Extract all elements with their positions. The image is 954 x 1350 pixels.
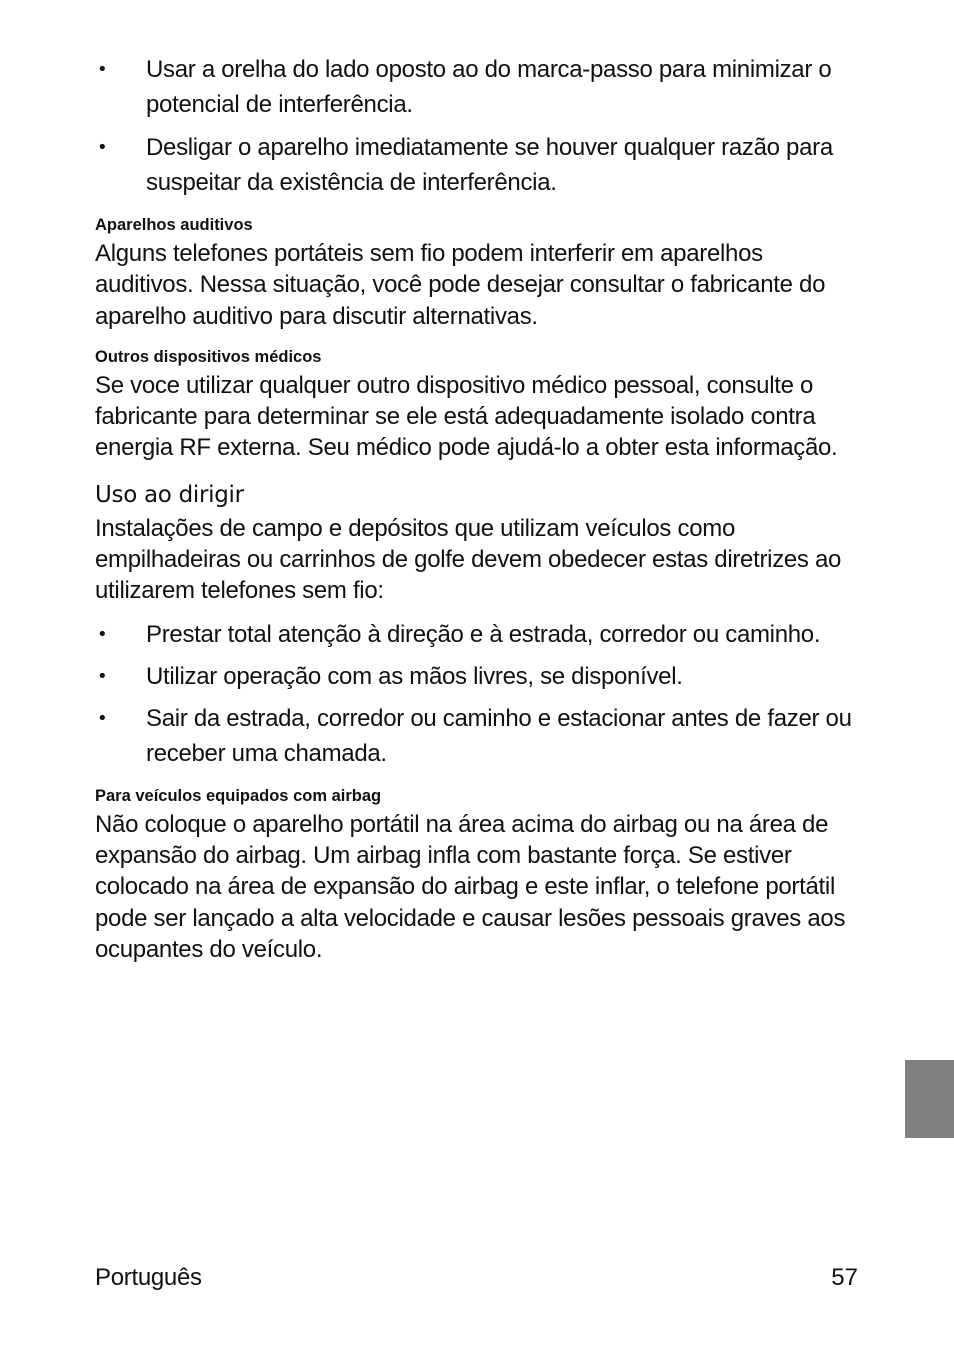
chapter-tab-marker xyxy=(905,1060,954,1138)
pacemaker-bullet-list xyxy=(95,52,855,200)
bullet-icon: • xyxy=(97,665,108,687)
footer-language: Português xyxy=(95,1264,202,1291)
list-item-text: Prestar total atenção à direção e à estrada, corredor ou caminho. xyxy=(146,620,821,648)
page-number: 57 xyxy=(831,1264,858,1291)
bullet-icon: • xyxy=(97,707,108,729)
hearing-aids-heading: Aparelhos auditivos xyxy=(95,216,253,234)
airbag-heading: Para veículos equipados com airbag xyxy=(95,786,382,805)
list-item xyxy=(95,701,855,771)
list-item-text: Desligar o aparelho imediatamente se houver qualquer razão para suspeitar da existência de interferência. xyxy=(146,134,833,196)
airbag-paragraph: Não coloque o aparelho portátil na área acima do airbag ou na área de expansão do airbag. Um airbag infla com bastante força. Se estiver colocado na área de expansão do airbag e este inflar, o telefone portátil pode ser lançado a alta velocidade e causar lesões pessoais graves aos ocupantes do veículo. xyxy=(95,810,846,963)
driving-bullet-list xyxy=(95,617,855,771)
list-item xyxy=(95,130,855,200)
bullet-icon: • xyxy=(97,59,108,80)
bullet-icon: • xyxy=(97,137,108,158)
other-devices-paragraph: Se voce utilizar qualquer outro dispositivo médico pessoal, consulte o fabricante para determinar se ele está adequadamente isolado contra energia RF externa. Seu médico pode ajudá-lo a obter esta informação. xyxy=(95,371,838,462)
list-item-text: Sair da estrada, corredor ou caminho e estacionar antes de fazer ou receber uma chamada. xyxy=(146,704,852,767)
hearing-aids-paragraph: Alguns telefones portáteis sem fio podem interferir em aparelhos auditivos. Nessa situação, você pode desejar consultar o fabricante do aparelho auditivo para discutir alternativas. xyxy=(95,240,826,330)
bullet-icon: • xyxy=(97,623,108,645)
driving-paragraph: Instalações de campo e depósitos que utilizam veículos como empilhadeiras ou carrinhos de golfe devem obedecer estas diretrizes ao utilizarem telefones sem fio: xyxy=(95,514,842,605)
list-item-text: Utilizar operação com as mãos livres, se disponível. xyxy=(146,662,683,690)
list-item xyxy=(95,617,855,652)
other-devices-heading: Outros dispositivos médicos xyxy=(95,347,322,366)
list-item xyxy=(95,52,855,122)
list-item xyxy=(95,659,855,694)
driving-section-heading: Uso ao dirigir xyxy=(95,481,244,508)
list-item-text: Usar a orelha do lado oposto ao do marca-passo para minimizar o potencial de interferência. xyxy=(146,56,832,118)
page-content xyxy=(95,52,855,965)
